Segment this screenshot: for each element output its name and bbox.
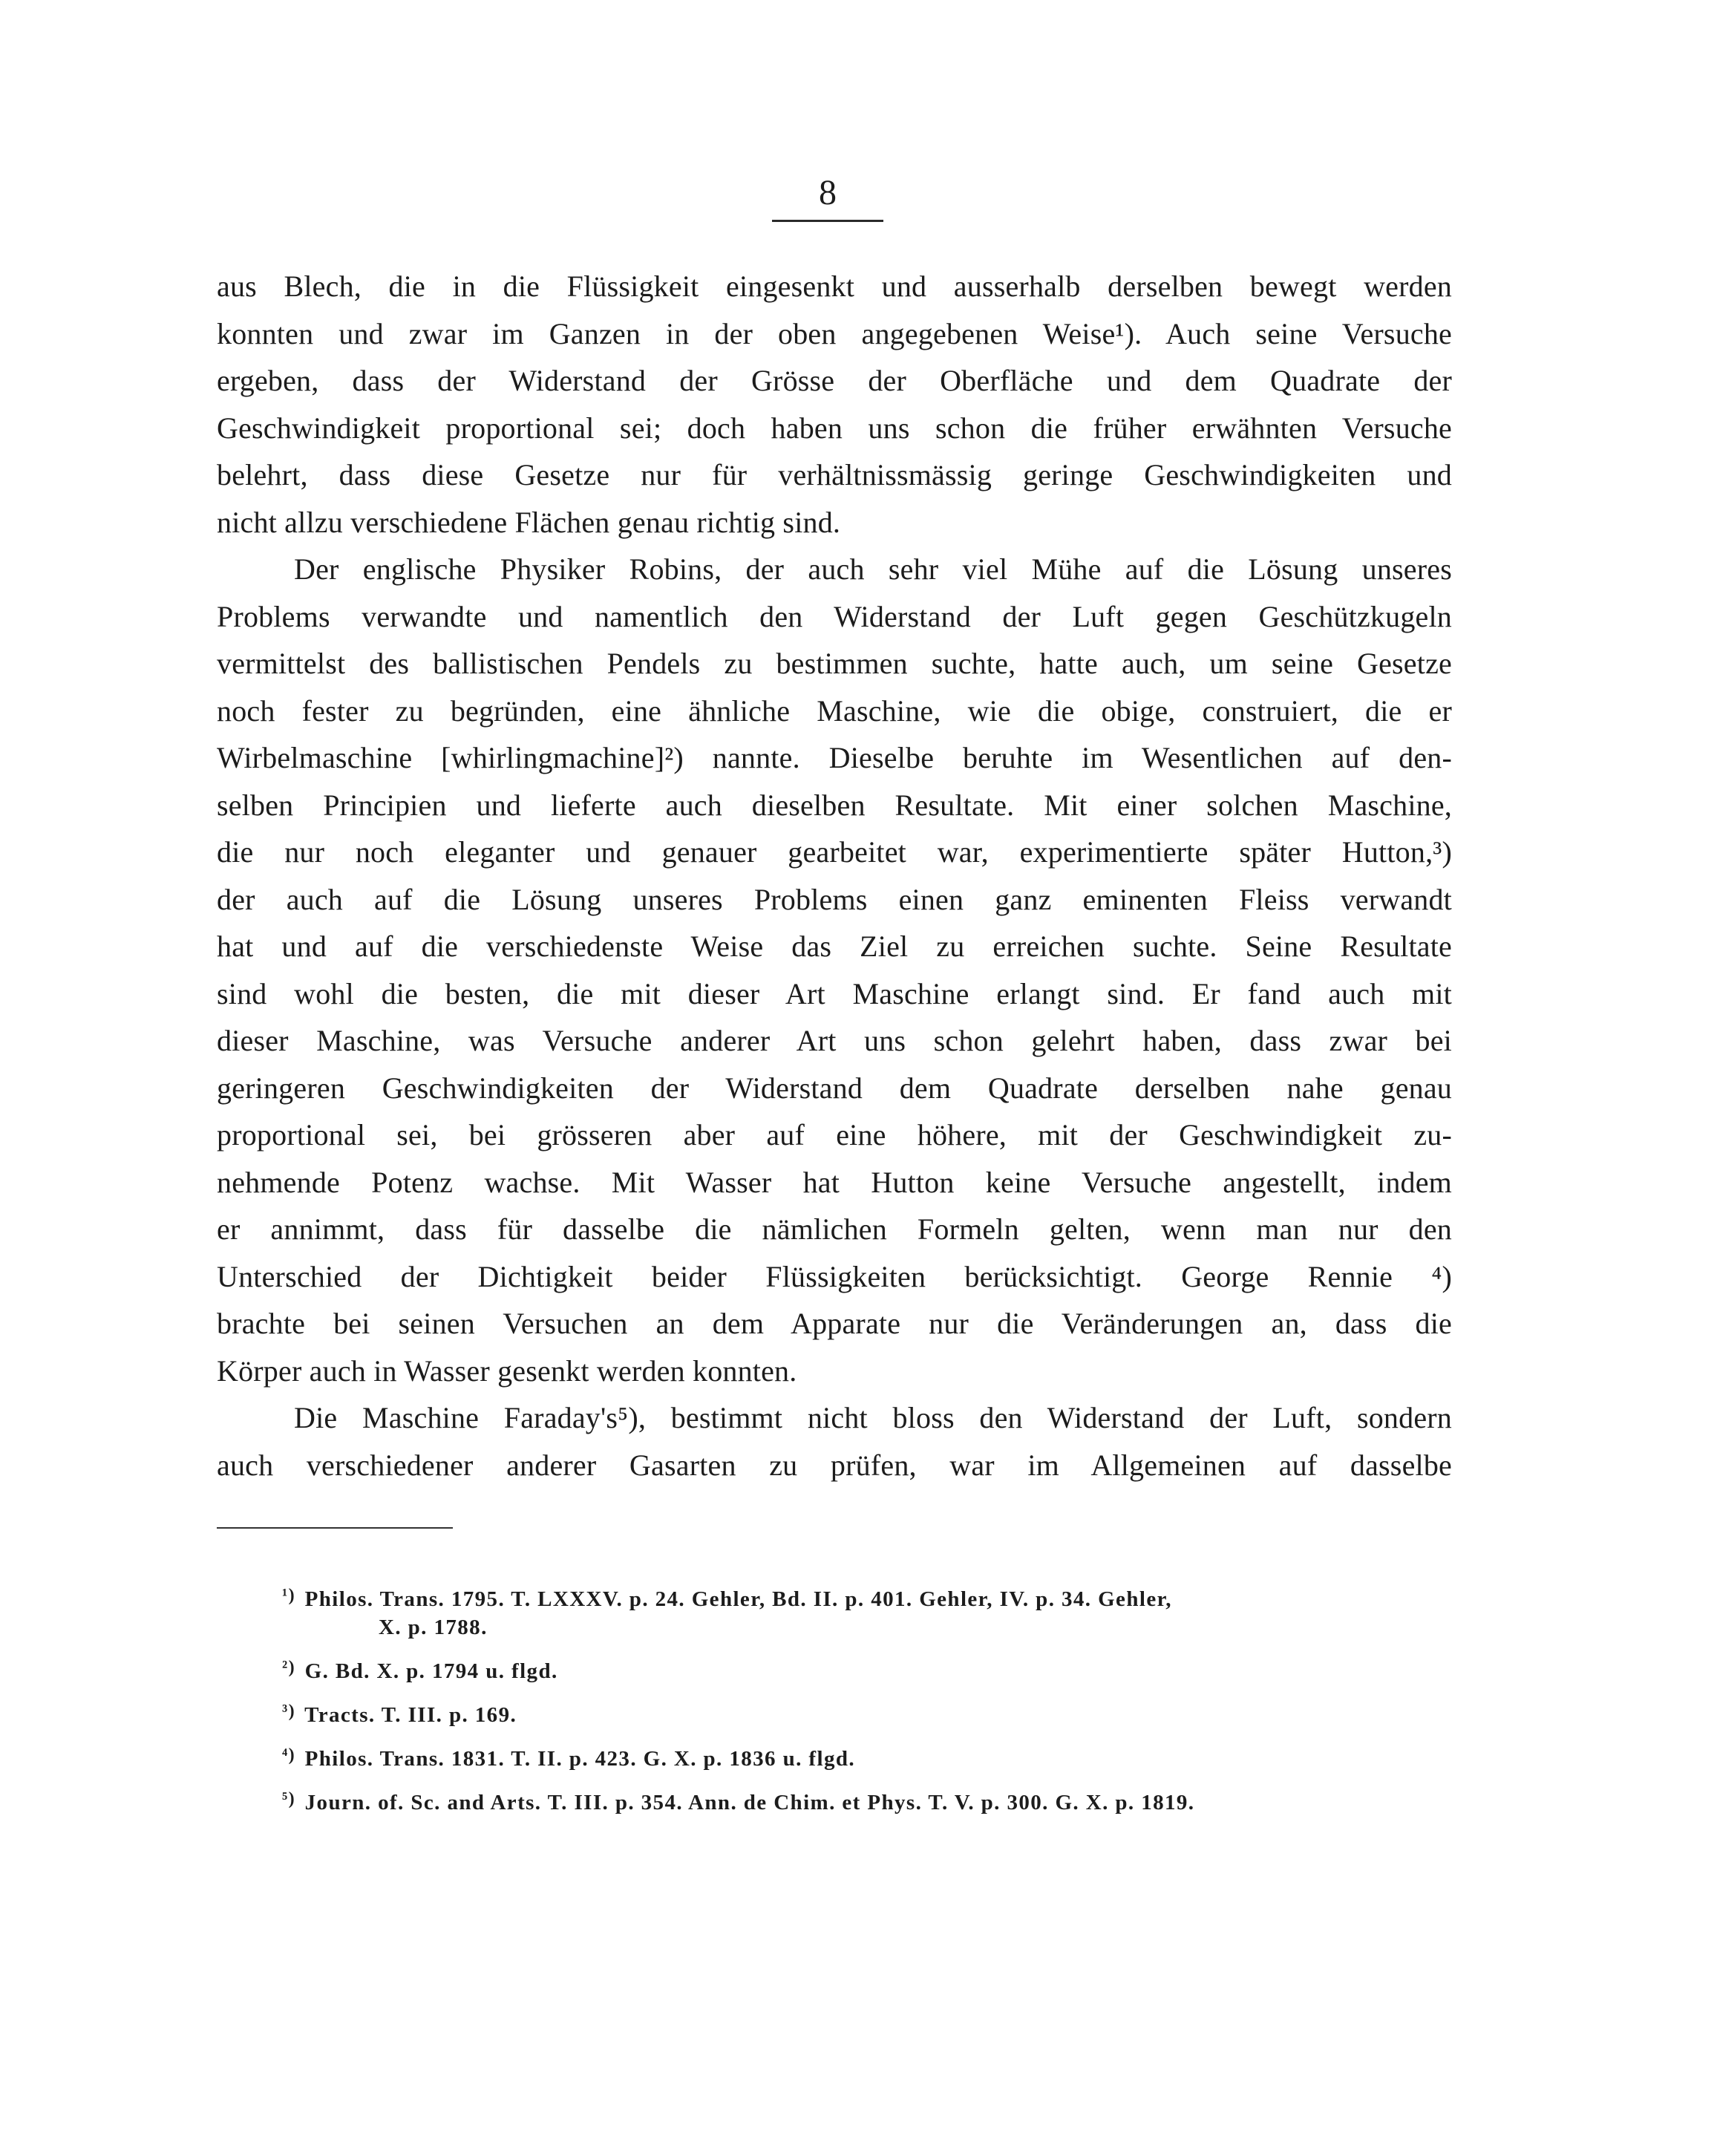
text-line: noch fester zu begründen, eine ähnliche Maschine, wie die obige, construiert, die er [217, 693, 1452, 728]
footnote-marker: ⁵) [282, 1789, 295, 1809]
footnote-continuation: X. p. 1788. [379, 1616, 488, 1639]
text-line: aus Blech, die in die Flüssigkeit eingesenkt und ausserhalb derselben bewegt werden [217, 270, 1452, 303]
text-line: nehmende Potenz wachse. Mit Wasser hat Hutton keine Versuche angestellt, indem [217, 1165, 1452, 1199]
footnote-4 [282, 1741, 1455, 1773]
text-line: Unterschied der Dichtigkeit beider Flüssigkeiten berücksichtigt. George Rennie ⁴) [217, 1259, 1452, 1293]
footnote-marker: ¹) [282, 1586, 295, 1605]
text-line: auch verschiedener anderer Gasarten zu prüfen, war im Allgemeinen auf dasselbe [217, 1448, 1452, 1482]
text-line: der auch auf die Lösung unseres Problems einen ganz eminenten Fleiss verwandt [217, 882, 1452, 916]
footnote-2 [282, 1653, 1455, 1685]
text-line: vermittelst des ballistischen Pendels zu bestimmen suchte, hatte auch, um seine Gesetze [217, 647, 1452, 680]
text-line: Wirbelmaschine [whirlingmachine]²) nannte. Dieselbe beruhte im Wesentlichen auf den- [217, 741, 1452, 774]
text-line: konnten und zwar im Ganzen in der oben angegebenen Weise¹). Auch seine Versuche [217, 316, 1452, 350]
footnote-marker: ²) [282, 1658, 295, 1677]
footnote-text: Tracts. T. III. p. 169. [304, 1703, 517, 1727]
text-line: dieser Maschine, was Versuche anderer Art uns schon gelehrt haben, dass zwar bei [217, 1024, 1452, 1057]
footnotes [282, 1581, 1455, 1829]
footnote-5 [282, 1785, 1455, 1817]
text-line: Die Maschine Faraday's⁵), bestimmt nicht bloss den Widerstand der Luft, sondern [294, 1401, 1452, 1434]
text-line: Geschwindigkeit proportional sei; doch haben uns schon die früher erwähnten Versuche [217, 411, 1452, 445]
text-line: nicht allzu verschiedene Flächen genau richtig sind. [217, 505, 841, 539]
text-line: ergeben, dass der Widerstand der Grösse der Oberfläche und dem Quadrate der [217, 364, 1452, 397]
footnote-divider [217, 1527, 453, 1529]
body-text [217, 263, 1452, 1489]
text-line: brachte bei seinen Versuchen an dem Apparate nur die Veränderungen an, dass die [217, 1307, 1452, 1340]
text-line: die nur noch eleganter und genauer gearbeitet war, experimentierte später Hutton,³) [217, 835, 1452, 869]
footnote-text: Philos. Trans. 1795. T. LXXXV. p. 24. Gehler, Bd. II. p. 401. Gehler, IV. p. 34. Gehler, [304, 1587, 1172, 1611]
footnote-marker: ⁴) [282, 1745, 295, 1765]
text-line: geringeren Geschwindigkeiten der Widerstand dem Quadrate derselben nahe genau [217, 1071, 1452, 1105]
text-line: proportional sei, bei grösseren aber auf eine höhere, mit der Geschwindigkeit zu- [217, 1118, 1452, 1152]
footnote-3 [282, 1697, 1455, 1729]
text-line: sind wohl die besten, die mit dieser Art Maschine erlangt sind. Er fand auch mit [217, 976, 1452, 1010]
text-line: Körper auch in Wasser gesenkt werden konnten. [217, 1353, 797, 1388]
footnote-text: G. Bd. X. p. 1794 u. flgd. [304, 1659, 558, 1683]
text-line: belehrt, dass diese Gesetze nur für verhältnissmässig geringe Geschwindigkeiten und [217, 458, 1452, 491]
text-line: Der englische Physiker Robins, der auch sehr viel Mühe auf die Lösung unseres [294, 552, 1452, 586]
footnote-marker: ³) [282, 1702, 295, 1721]
text-line: er annimmt, dass für dasselbe die nämlichen Formeln gelten, wenn man nur den [217, 1212, 1452, 1246]
page-number: 8 [772, 172, 883, 222]
footnote-text: Philos. Trans. 1831. T. II. p. 423. G. X. p. 1836 u. flgd. [304, 1747, 856, 1771]
text-line: Problems verwandte und namentlich den Widerstand der Luft gegen Geschützkugeln [217, 599, 1452, 633]
footnote-text: Journ. of. Sc. and Arts. T. III. p. 354. Ann. de Chim. et Phys. T. V. p. 300. G. X. p. 1819. [304, 1791, 1195, 1814]
footnote-1 [282, 1581, 1455, 1642]
text-line: selben Principien und lieferte auch dieselben Resultate. Mit einer solchen Maschine, [217, 788, 1452, 822]
text-line: hat und auf die verschiedenste Weise das Ziel zu erreichen suchte. Seine Resultate [217, 930, 1452, 963]
